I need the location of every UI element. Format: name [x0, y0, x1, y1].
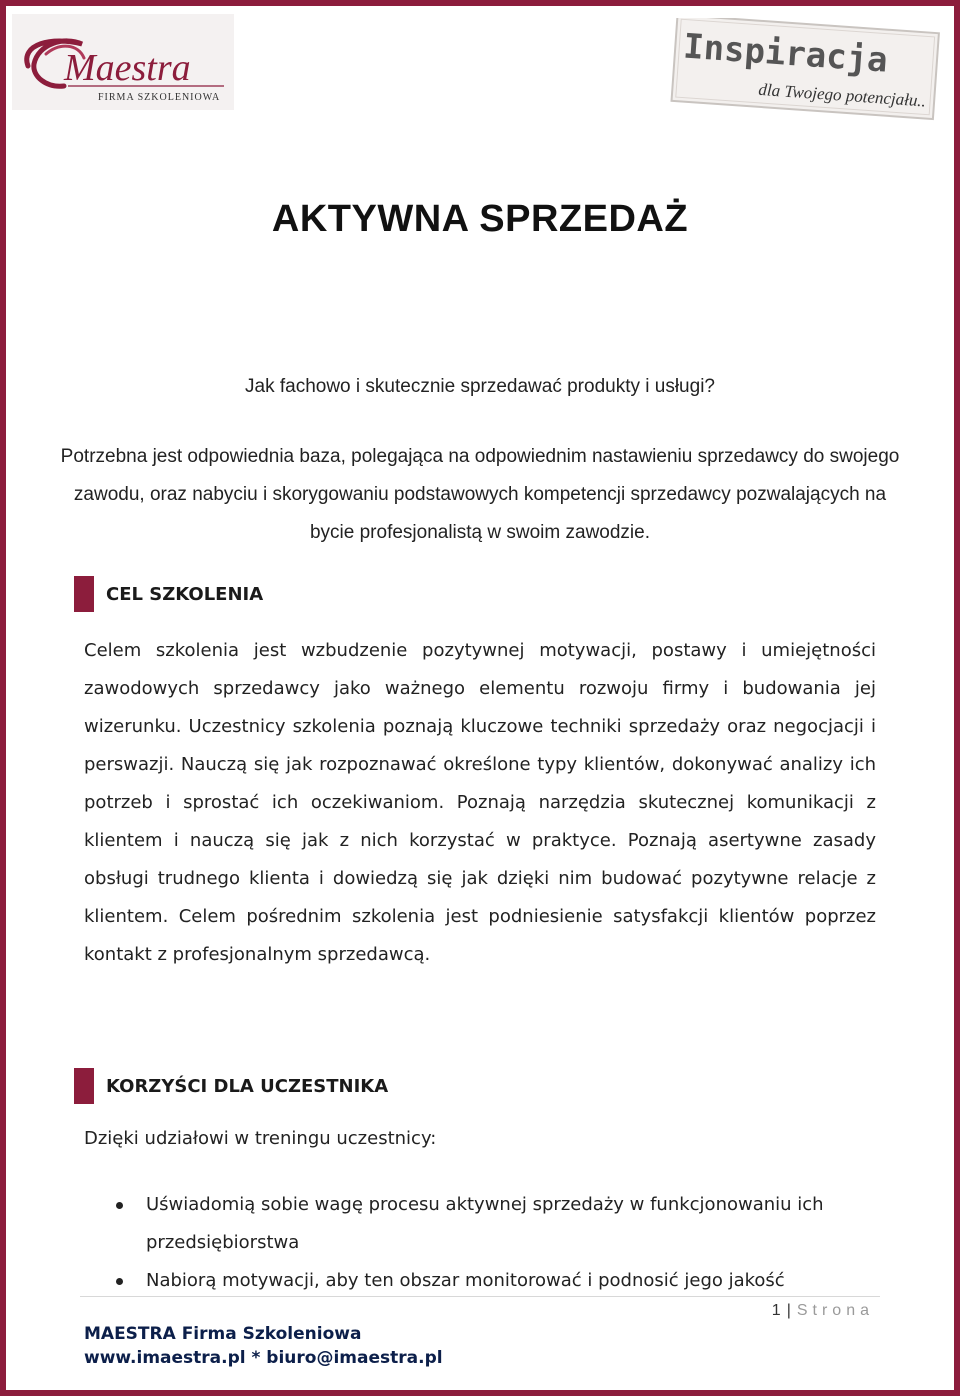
bullet-icon — [116, 1202, 123, 1209]
heading-accent-bar — [74, 1068, 94, 1104]
logo-maestra-subtitle: FIRMA SZKOLENIOWA — [98, 92, 221, 103]
footer-contact: www.imaestra.pl * biuro@imaestra.pl — [84, 1348, 443, 1368]
logo-maestra-text: Maestra — [64, 47, 191, 89]
benefits-lead: Dzięki udziałowi w treningu uczestnicy: — [84, 1128, 437, 1149]
page-number-value: 1 — [771, 1302, 781, 1319]
document-title: AKTYWNA SPRZEDAŻ — [271, 198, 689, 240]
page-number — [772, 1302, 874, 1320]
section-heading-korzysci — [74, 1068, 388, 1104]
section-heading-label: CEL SZKOLENIA — [106, 583, 264, 605]
page-number-separator: | — [786, 1302, 791, 1319]
footer-company: MAESTRA Firma Szkoleniowa — [84, 1324, 362, 1344]
heading-accent-bar — [74, 576, 94, 612]
list-item-text: Nabiorą motywacji, aby ten obszar monitorować i podnosić jego jakość — [146, 1270, 785, 1291]
list-item — [84, 1186, 876, 1262]
intro-question: Jak fachowo i skutecznie sprzedawać produkty i usługi? — [245, 376, 715, 397]
logo-inspiracja-text: Inspiracja — [681, 26, 889, 81]
intro-paragraph: Potrzebna jest odpowiednia baza, polegająca na odpowiednim nastawieniu sprzedawcy do swojego zawodu, oraz nabyciu i skorygowaniu podstawowych kompetencji sprzedawcy pozwalających na bycie profesjonalistą w swoim zawodzie. — [60, 446, 900, 543]
page-number-word: Strona — [796, 1302, 874, 1319]
bullet-icon — [116, 1278, 123, 1285]
section-body-cel: Celem szkolenia jest wzbudzenie pozytywnej motywacji, postawy i umiejętności zawodowych sprzedawcy jako ważnego elementu rozwoju firmy i budowania jej wizerunku. Uczestnicy szkolenia poznają kluczowe techniki sprzedaży oraz negocjacji i perswazji. Nauczą się jak rozpoznawać określone typy klientów, dokonywać analizy ich potrzeb i sprostać ich oczekiwaniom. Poznają narzędzia skutecznej komunikacji z klientem i nauczą się jak z nich korzystać w praktyce. Poznają asertywne zasady obsługi trudnego klienta i dowiedzą się jak dzięki nim budować pozytywne relacje z klientem. Celem pośrednim szkolenia jest podniesienie satysfakcji klientów poprzez kontakt z profesjonalnym sprzedawcą. — [84, 640, 876, 965]
list-item-text: Uświadomią sobie wagę procesu aktywnej sprzedaży w funkcjonowaniu ich przedsiębiorstwa — [146, 1194, 824, 1253]
inspiracja-logo — [666, 18, 944, 122]
section-heading-cel — [74, 576, 263, 612]
maestra-logo — [12, 14, 234, 110]
logo-inspiracja-subtitle: dla Twojego potencjału.. — [757, 79, 927, 111]
list-item — [84, 1262, 876, 1300]
section-heading-label: KORZYŚCI DLA UCZESTNIKA — [106, 1075, 389, 1097]
footer-divider — [80, 1296, 880, 1297]
benefit-list — [84, 1186, 876, 1300]
